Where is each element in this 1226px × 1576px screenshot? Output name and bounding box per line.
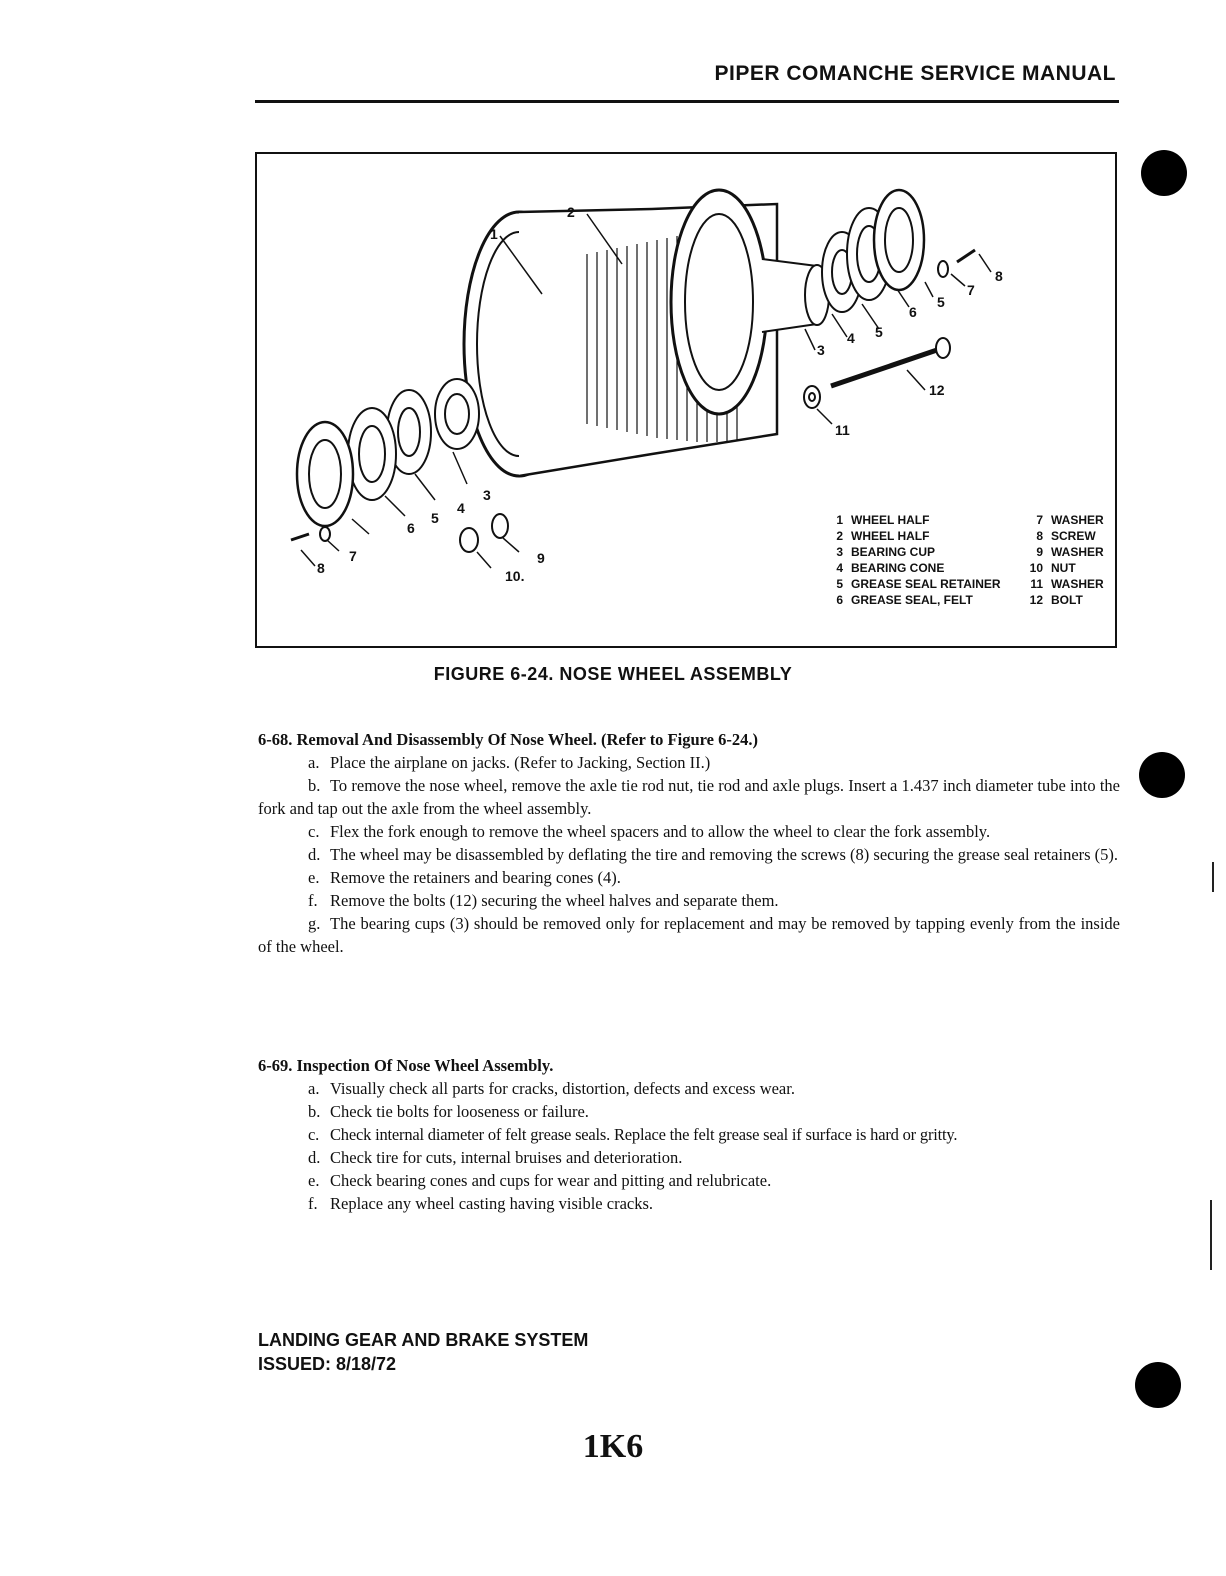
section-title: 6-68. Removal And Disassembly Of Nose Wheel. (Refer to Figure 6-24.): [258, 730, 758, 749]
legend-number: 7: [1036, 513, 1043, 527]
legend-number: 1: [836, 513, 843, 527]
list-item: [258, 1169, 1120, 1192]
item-letter: a.: [308, 753, 320, 772]
item-text: Flex the fork enough to remove the wheel spacers and to allow the wheel to clear the fork assembly.: [330, 822, 991, 841]
legend-number: 5: [836, 577, 843, 591]
legend-name: WASHER: [1051, 545, 1104, 559]
list-item: [258, 774, 1120, 820]
callout-9: 9: [537, 550, 545, 566]
callout-7-right: 7: [967, 282, 975, 298]
item-text: Replace any wheel casting having visible cracks.: [330, 1194, 654, 1213]
footer-section-name: LANDING GEAR AND BRAKE SYSTEM: [258, 1330, 589, 1350]
legend-name: WHEEL HALF: [851, 529, 930, 543]
legend-number: 11: [1030, 577, 1043, 591]
legend-number: 10: [1029, 561, 1043, 575]
legend-number: 4: [836, 561, 843, 575]
legend-number: 3: [836, 545, 843, 559]
list-item: [258, 843, 1120, 866]
callout-12: 12: [929, 382, 945, 398]
legend-number: 8: [1036, 529, 1043, 543]
item-text: Visually check all parts for cracks, distortion, defects and excess wear.: [330, 1079, 795, 1098]
legend-row: [825, 576, 1115, 592]
parts-legend: [825, 512, 1115, 608]
punch-hole-top: [1141, 150, 1187, 196]
item-text: To remove the nose wheel, remove the axle tie rod nut, tie rod and axle plugs. Insert a 1.437 inch diameter tube into the fork and tap out the axle from the wheel assembly.: [258, 776, 1120, 818]
item-text: Check internal diameter of felt grease seals. Replace the felt grease seal if surface is hard or gritty.: [330, 1125, 958, 1144]
item-letter: c.: [308, 1125, 320, 1144]
item-text: Remove the retainers and bearing cones (4).: [330, 868, 621, 887]
list-item: [258, 1123, 1120, 1146]
legend-name: WHEEL HALF: [851, 513, 930, 527]
callout-3-right: 3: [817, 342, 825, 358]
list-item: [258, 912, 1120, 958]
legend-name: BOLT: [1051, 593, 1083, 607]
item-text: The wheel may be disassembled by deflating the tire and removing the screws (8) securing the grease seal retainers (5).: [330, 845, 1119, 864]
item-text: Check bearing cones and cups for wear and pitting and relubricate.: [330, 1171, 772, 1190]
callout-3-left: 3: [483, 487, 491, 503]
list-item: [258, 1192, 1120, 1215]
item-letter: f.: [308, 1194, 318, 1213]
legend-name: NUT: [1051, 561, 1076, 575]
list-item: [258, 889, 1120, 912]
callout-5-right-upper: 5: [937, 294, 945, 310]
legend-number: 6: [836, 593, 843, 607]
callout-6-left: 6: [407, 520, 415, 536]
item-letter: d.: [308, 845, 321, 864]
item-letter: d.: [308, 1148, 321, 1167]
list-item: [258, 820, 1120, 843]
legend-row: [825, 512, 1115, 528]
page-footer: [258, 1328, 588, 1376]
legend-number: 2: [836, 529, 843, 543]
legend-name: BEARING CONE: [851, 561, 945, 575]
header-rule: [255, 100, 1119, 103]
item-text: Place the airplane on jacks. (Refer to Jacking, Section II.): [330, 753, 711, 772]
legend-number: 9: [1036, 545, 1043, 559]
item-letter: f.: [308, 891, 318, 910]
legend-name: WASHER: [1051, 513, 1104, 527]
legend-name: SCREW: [1051, 529, 1096, 543]
section-removal: [258, 728, 1120, 958]
item-letter: b.: [308, 776, 321, 795]
item-text: The bearing cups (3) should be removed only for replacement and may be removed by tapping evenly from the inside of the wheel.: [258, 914, 1120, 956]
legend-row: [825, 528, 1115, 544]
callout-7-left: 7: [349, 548, 357, 564]
callout-4-left: 4: [457, 500, 465, 516]
item-text: Check tire for cuts, internal bruises and deterioration.: [330, 1148, 683, 1167]
item-letter: e.: [308, 1171, 320, 1190]
figure-caption: FIGURE 6-24. NOSE WHEEL ASSEMBLY: [433, 664, 793, 684]
callout-4-right: 4: [847, 330, 855, 346]
edge-mark-1: [1212, 862, 1214, 892]
item-letter: e.: [308, 868, 320, 887]
list-item: [258, 1077, 1120, 1100]
callout-8-left: 8: [317, 560, 325, 576]
callout-6-right: 6: [909, 304, 917, 320]
callout-5-right-lower: 5: [875, 324, 883, 340]
punch-hole-bottom: [1135, 1362, 1181, 1408]
page-identifier: 1K6: [582, 1428, 644, 1465]
page-header-title: PIPER COMANCHE SERVICE MANUAL: [714, 62, 1116, 85]
legend-row: [825, 560, 1115, 576]
edge-mark-2: [1210, 1200, 1212, 1270]
callout-5-left-upper: 5: [431, 510, 439, 526]
section-inspection: [258, 1054, 1120, 1215]
list-item: [258, 1146, 1120, 1169]
footer-issue-date: ISSUED: 8/18/72: [258, 1354, 397, 1374]
item-letter: b.: [308, 1102, 321, 1121]
legend-row: [825, 544, 1115, 560]
figure-box: [255, 152, 1117, 648]
item-letter: a.: [308, 1079, 320, 1098]
legend-name: GREASE SEAL, FELT: [851, 593, 973, 607]
callout-8-right: 8: [995, 268, 1003, 284]
item-text: Check tie bolts for looseness or failure.: [330, 1102, 589, 1121]
legend-number: 12: [1029, 593, 1043, 607]
list-item: [258, 1100, 1120, 1123]
legend-name: BEARING CUP: [851, 545, 936, 559]
list-item: [258, 751, 1120, 774]
callout-10: 10.: [505, 568, 525, 584]
item-text: Remove the bolts (12) securing the wheel halves and separate them.: [330, 891, 779, 910]
callout-1: 1: [490, 226, 498, 242]
punch-hole-middle: [1139, 752, 1185, 798]
callout-2: 2: [567, 204, 575, 220]
callout-11: 11: [835, 422, 850, 438]
list-item: [258, 866, 1120, 889]
item-letter: g.: [308, 914, 321, 933]
legend-row: [825, 592, 1115, 608]
section-title: 6-69. Inspection Of Nose Wheel Assembly.: [258, 1056, 554, 1075]
item-letter: c.: [308, 822, 320, 841]
legend-name: GREASE SEAL RETAINER: [851, 577, 1001, 591]
legend-name: WASHER: [1051, 577, 1104, 591]
